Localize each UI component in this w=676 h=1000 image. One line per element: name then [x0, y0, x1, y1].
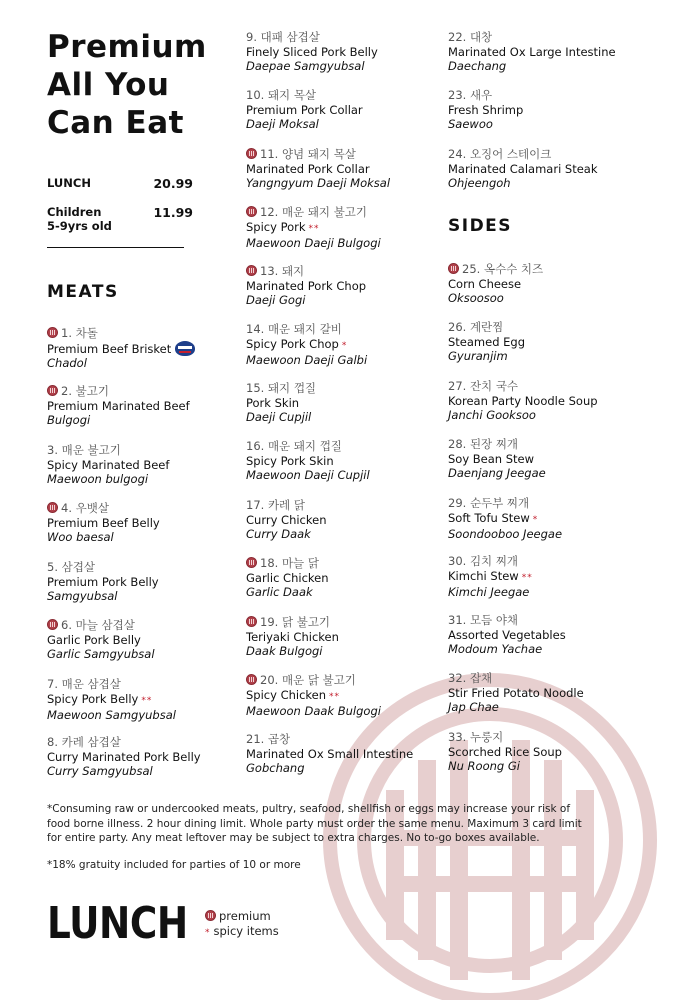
menu-item — [246, 30, 378, 74]
item-romanized-name: Daepae Samgyubsal — [246, 59, 365, 73]
item-korean-line — [246, 439, 370, 454]
item-korean-name: 카레 삼겹살 — [61, 735, 121, 749]
item-number: 13. — [260, 264, 279, 278]
item-romanized-name: Daechang — [448, 59, 507, 73]
menu-item — [448, 262, 543, 306]
item-korean-name: 양념 돼지 목살 — [281, 147, 356, 161]
item-romanized-name: Modoum Yachae — [448, 642, 543, 656]
item-romanized-name: Kimchi Jeegae — [448, 585, 530, 599]
menu-title-line1: Premium — [47, 29, 207, 65]
item-number: 4. — [61, 501, 72, 515]
menu-title-line3: Can Eat — [47, 105, 184, 141]
item-number: 18. — [260, 556, 279, 570]
premium-icon — [448, 263, 459, 274]
item-korean-name: 새우 — [469, 88, 493, 102]
item-number: 27. — [448, 379, 467, 393]
premium-icon — [246, 148, 257, 159]
item-romanized-name: Gobchang — [246, 761, 305, 775]
item-english-line — [47, 750, 201, 765]
item-korean-name: 돼지 껍질 — [267, 381, 317, 395]
item-english-name: Steamed Egg — [448, 334, 526, 349]
item-english-name: Marinated Pork Chop — [246, 278, 367, 293]
item-romanized-name: Yangngyum Daeji Moksal — [246, 176, 391, 190]
item-number: 17. — [246, 498, 265, 512]
item-english-line — [246, 688, 381, 705]
item-english-line — [47, 575, 159, 590]
item-romanized-name: Soondooboo Jeegae — [448, 527, 563, 541]
item-english-line — [246, 454, 370, 469]
section-sides: SIDES — [448, 216, 513, 236]
item-english-line — [448, 569, 533, 586]
item-english-name: Corn Cheese — [448, 276, 522, 291]
item-korean-name: 돼지 — [281, 264, 305, 278]
item-korean-line — [246, 673, 381, 688]
item-korean-name: 돼지 목살 — [267, 88, 317, 102]
item-romanized-name: Gyuranjim — [448, 349, 508, 363]
item-english-name: Fresh Shrimp — [448, 102, 524, 117]
item-romanized-name: Jap Chae — [448, 700, 499, 714]
legend-premium-label: premium — [219, 909, 271, 923]
item-number: 28. — [448, 437, 467, 451]
item-english-line — [47, 458, 169, 473]
menu-item — [47, 501, 160, 545]
menu-item — [448, 671, 584, 715]
menu-item — [246, 88, 363, 132]
item-korean-line — [246, 264, 366, 279]
menu-item — [246, 498, 326, 542]
item-korean-name: 순두부 찌개 — [469, 496, 530, 510]
item-english-name: Spicy Pork Belly — [47, 691, 139, 706]
item-romanized-name: Maewoon Daeji Bulgogi — [246, 236, 381, 250]
item-korean-line — [448, 147, 598, 162]
menu-item — [246, 439, 370, 483]
item-korean-line — [246, 205, 381, 220]
item-number: 2. — [61, 384, 72, 398]
item-english-name: Curry Chicken — [246, 512, 327, 527]
item-english-name: Scorched Rice Soup — [448, 744, 562, 759]
item-romanized-name: Janchi Gooksoo — [448, 408, 536, 422]
item-english-line — [246, 45, 378, 60]
legend-spicy-label: spicy items — [213, 924, 279, 938]
item-korean-name: 김치 찌개 — [469, 554, 519, 568]
item-english-line — [448, 162, 598, 177]
item-number: 23. — [448, 88, 467, 102]
item-english-name: Marinated Ox Small Intestine — [246, 746, 414, 761]
item-number: 25. — [462, 262, 481, 276]
premium-icon — [246, 674, 257, 685]
item-english-name: Garlic Pork Belly — [47, 632, 141, 647]
item-korean-line — [246, 88, 363, 103]
item-romanized-name: Curry Samgyubsal — [47, 764, 153, 778]
item-english-line — [448, 45, 616, 60]
item-korean-name: 대창 — [469, 30, 493, 44]
item-number: 14. — [246, 322, 265, 336]
item-number: 30. — [448, 554, 467, 568]
item-korean-name: 닭 불고기 — [281, 615, 331, 629]
item-korean-name: 매운 돼지 불고기 — [281, 205, 368, 219]
premium-icon — [205, 910, 216, 921]
item-number: 29. — [448, 496, 467, 510]
premium-icon — [246, 206, 257, 217]
item-number: 9. — [246, 30, 257, 44]
spicy-icon: ** — [308, 223, 320, 234]
menu-item — [47, 677, 176, 723]
item-english-line — [246, 162, 390, 177]
item-english-name: Premium Pork Collar — [246, 102, 363, 117]
item-romanized-name: Curry Daak — [246, 527, 311, 541]
legend-spicy — [205, 924, 279, 938]
item-korean-name: 옥수수 치즈 — [483, 262, 544, 276]
item-romanized-name: Maewoon Daak Bulgogi — [246, 704, 381, 718]
item-english-line — [246, 103, 363, 118]
item-korean-line — [246, 30, 378, 45]
item-korean-line — [47, 618, 155, 633]
item-korean-name: 매운 닭 불고기 — [281, 673, 356, 687]
item-korean-line — [47, 501, 160, 516]
item-english-name: Spicy Pork — [246, 219, 306, 234]
menu-item — [246, 381, 316, 425]
item-english-line — [448, 745, 562, 760]
item-korean-name: 계란찜 — [469, 320, 504, 334]
item-romanized-name: Saewoo — [448, 117, 493, 131]
item-korean-line — [448, 262, 543, 277]
item-korean-name: 오징어 스테이크 — [469, 147, 552, 161]
item-romanized-name: Daeji Moksal — [246, 117, 319, 131]
item-korean-name: 매운 삼겹살 — [61, 677, 121, 691]
price-amount: 11.99 — [153, 205, 193, 220]
price-amount: 20.99 — [153, 176, 193, 191]
item-english-name: Stir Fried Potato Noodle — [448, 685, 584, 700]
item-english-name: Finely Sliced Pork Belly — [246, 44, 378, 59]
item-korean-name: 마늘 닭 — [281, 556, 319, 570]
item-english-line — [47, 692, 176, 709]
item-number: 31. — [448, 613, 467, 627]
item-romanized-name: Maewoon Daeji Galbi — [246, 353, 368, 367]
premium-icon — [47, 502, 58, 513]
item-english-name: Premium Beef Belly — [47, 515, 160, 530]
item-number: 20. — [260, 673, 279, 687]
item-korean-line — [47, 560, 159, 575]
item-korean-line — [448, 496, 562, 511]
spicy-icon: * — [341, 340, 348, 351]
spicy-icon: ** — [521, 572, 533, 583]
item-number: 15. — [246, 381, 265, 395]
footnote-disclaimer: *Consuming raw or undercooked meats, pultry, seafood, shellfish or eggs may increase your risk of food borne illness. 2 hour dining limit. Whole party must order the same menu. Maximum 3 card limit for entire party. Any meat leftover may be subject to extra charges. No to-go boxes available. — [47, 803, 582, 844]
item-english-name: Spicy Pork Skin — [246, 453, 334, 468]
item-english-line — [246, 220, 381, 237]
item-number: 16. — [246, 439, 265, 453]
item-number: 8. — [47, 735, 58, 749]
item-english-line — [448, 511, 562, 528]
item-number: 32. — [448, 671, 467, 685]
menu-item — [448, 147, 598, 191]
menu-item — [448, 730, 562, 774]
item-english-line — [47, 633, 155, 648]
item-korean-line — [448, 320, 525, 335]
item-romanized-name: Daak Bulgogi — [246, 644, 323, 658]
item-romanized-name: Chadol — [47, 356, 87, 370]
item-number: 5. — [47, 560, 58, 574]
menu-item — [246, 264, 366, 308]
item-romanized-name: Garlic Samgyubsal — [47, 647, 155, 661]
item-romanized-name: Oksoosoo — [448, 291, 504, 305]
premium-icon — [47, 619, 58, 630]
item-english-line — [448, 335, 525, 350]
item-korean-line — [448, 437, 546, 452]
item-korean-line — [246, 147, 390, 162]
item-korean-name: 대패 삼겹살 — [260, 30, 320, 44]
item-english-name: Premium Beef Brisket — [47, 341, 172, 356]
legend-premium — [205, 909, 271, 923]
item-korean-line — [246, 732, 413, 747]
item-english-name: Pork Skin — [246, 395, 300, 410]
item-english-line — [47, 516, 160, 531]
item-english-line — [47, 399, 190, 414]
menu-item — [47, 443, 169, 487]
item-english-line — [246, 571, 329, 586]
item-english-line — [246, 747, 413, 762]
item-romanized-name: Maewoon bulgogi — [47, 472, 149, 486]
item-english-name: Soy Bean Stew — [448, 451, 535, 466]
menu-item — [47, 618, 155, 662]
item-korean-line — [448, 30, 616, 45]
menu-item — [246, 322, 367, 368]
item-korean-line — [448, 671, 584, 686]
bottom-title: LUNCH — [47, 898, 188, 949]
item-number: 33. — [448, 730, 467, 744]
spicy-icon: * — [532, 514, 539, 525]
item-english-line — [448, 103, 523, 118]
menu-item — [246, 673, 381, 719]
item-korean-name: 우뱃살 — [75, 501, 109, 515]
item-number: 11. — [260, 147, 279, 161]
item-english-name: Teriyaki Chicken — [246, 629, 339, 644]
item-korean-line — [47, 384, 190, 399]
item-korean-line — [448, 554, 533, 569]
item-number: 26. — [448, 320, 467, 334]
item-korean-line — [448, 88, 523, 103]
item-korean-name: 잔치 국수 — [469, 379, 519, 393]
menu-item — [246, 556, 329, 600]
item-korean-name: 매운 돼지 껍질 — [267, 439, 342, 453]
item-number: 24. — [448, 147, 467, 161]
spicy-icon: * — [205, 928, 211, 938]
item-english-name: Spicy Chicken — [246, 687, 327, 702]
item-romanized-name: Maewoon Daeji Cupjil — [246, 468, 370, 482]
item-korean-name: 된장 찌개 — [469, 437, 519, 451]
spicy-icon: ** — [141, 695, 153, 706]
menu-title-line2: All You — [47, 67, 170, 103]
menu-item — [246, 205, 381, 251]
item-english-line — [448, 277, 543, 292]
item-number: 6. — [61, 618, 72, 632]
premium-icon — [47, 327, 58, 338]
item-romanized-name: Daeji Cupjil — [246, 410, 312, 424]
price-sublabel: 5-9yrs old — [47, 219, 112, 233]
item-english-line — [246, 396, 316, 411]
item-number: 19. — [260, 615, 279, 629]
item-number: 10. — [246, 88, 265, 102]
item-english-name: Marinated Ox Large Intestine — [448, 44, 616, 59]
item-english-name: Spicy Marinated Beef — [47, 457, 170, 472]
item-korean-line — [246, 322, 367, 337]
price-row-children — [47, 205, 193, 233]
item-korean-name: 매운 돼지 갈비 — [267, 322, 342, 336]
item-english-name: Premium Marinated Beef — [47, 398, 190, 413]
item-romanized-name: Garlic Daak — [246, 585, 313, 599]
item-number: 22. — [448, 30, 467, 44]
item-korean-line — [246, 556, 329, 571]
menu-item — [448, 88, 523, 132]
item-english-line — [246, 337, 367, 354]
menu-item — [47, 735, 201, 779]
item-english-line — [246, 513, 326, 528]
item-english-name: Korean Party Noodle Soup — [448, 393, 598, 408]
menu-item — [448, 613, 566, 657]
item-romanized-name: Maewoon Samgyubsal — [47, 708, 176, 722]
item-number: 1. — [61, 326, 72, 340]
item-korean-line — [246, 498, 326, 513]
item-english-name: Premium Pork Belly — [47, 574, 159, 589]
menu-item — [246, 147, 390, 191]
price-label: LUNCH — [47, 176, 91, 190]
item-romanized-name: Daeji Gogi — [246, 293, 306, 307]
item-korean-name: 매운 불고기 — [61, 443, 121, 457]
menu-item — [246, 732, 413, 776]
item-english-name: Spicy Pork Chop — [246, 336, 339, 351]
item-korean-line — [448, 613, 566, 628]
menu-item — [448, 320, 525, 364]
spicy-icon: ** — [329, 691, 341, 702]
item-number: 7. — [47, 677, 58, 691]
item-romanized-name: Woo baesal — [47, 530, 114, 544]
item-english-name: Marinated Calamari Steak — [448, 161, 598, 176]
item-korean-line — [47, 326, 195, 341]
item-korean-name: 마늘 삼겹살 — [75, 618, 135, 632]
price-row-lunch — [47, 176, 193, 190]
premium-icon — [47, 385, 58, 396]
item-korean-name: 삼겹살 — [61, 560, 95, 574]
item-romanized-name: Samgyubsal — [47, 589, 118, 603]
section-meats: MEATS — [47, 282, 119, 302]
menu-title — [47, 28, 207, 142]
item-korean-name: 카레 닭 — [267, 498, 305, 512]
item-english-name: Soft Tofu Stew — [448, 510, 530, 525]
item-romanized-name: Nu Roong Gi — [448, 759, 520, 773]
item-english-line — [448, 452, 546, 467]
item-english-name: Kimchi Stew — [448, 568, 519, 583]
item-english-line — [246, 279, 366, 294]
item-korean-name: 곱창 — [267, 732, 291, 746]
item-korean-line — [246, 615, 339, 630]
item-korean-line — [47, 443, 169, 458]
premium-icon — [246, 265, 257, 276]
item-romanized-name: Daenjang Jeegae — [448, 466, 546, 480]
item-english-line — [448, 628, 566, 643]
item-korean-line — [448, 730, 562, 745]
menu-item — [47, 384, 190, 428]
item-korean-line — [448, 379, 598, 394]
item-english-name: Marinated Pork Collar — [246, 161, 370, 176]
menu-item — [448, 554, 533, 600]
menu-item — [47, 560, 159, 604]
footnote-gratuity: *18% gratuity included for parties of 10 or more — [47, 859, 301, 871]
menu-item — [47, 326, 195, 371]
item-korean-name: 잡채 — [469, 671, 493, 685]
item-romanized-name: Ohjeengoh — [448, 176, 511, 190]
item-number: 3. — [47, 443, 58, 457]
item-korean-line — [47, 677, 176, 692]
divider — [47, 247, 184, 248]
menu-item — [448, 496, 562, 542]
premium-icon — [246, 557, 257, 568]
item-korean-line — [246, 381, 316, 396]
item-number: 21. — [246, 732, 265, 746]
item-english-line — [47, 341, 195, 357]
item-english-name: Assorted Vegetables — [448, 627, 566, 642]
item-english-name: Curry Marinated Pork Belly — [47, 749, 201, 764]
item-korean-name: 모듬 야채 — [469, 613, 519, 627]
item-english-line — [448, 394, 598, 409]
menu-item — [448, 30, 616, 74]
item-number: 12. — [260, 205, 279, 219]
item-korean-name: 불고기 — [75, 384, 109, 398]
menu-item — [448, 379, 598, 423]
item-english-line — [448, 686, 584, 701]
item-korean-name: 차돌 — [75, 326, 98, 340]
item-korean-name: 누룽지 — [469, 730, 504, 744]
item-korean-line — [47, 735, 201, 750]
price-label: Children — [47, 205, 102, 219]
menu-item — [246, 615, 339, 659]
item-english-name: Garlic Chicken — [246, 570, 329, 585]
menu-item — [448, 437, 546, 481]
item-english-line — [246, 630, 339, 645]
premium-icon — [246, 616, 257, 627]
item-romanized-name: Bulgogi — [47, 413, 91, 427]
usda-prime-badge-icon — [175, 341, 195, 356]
